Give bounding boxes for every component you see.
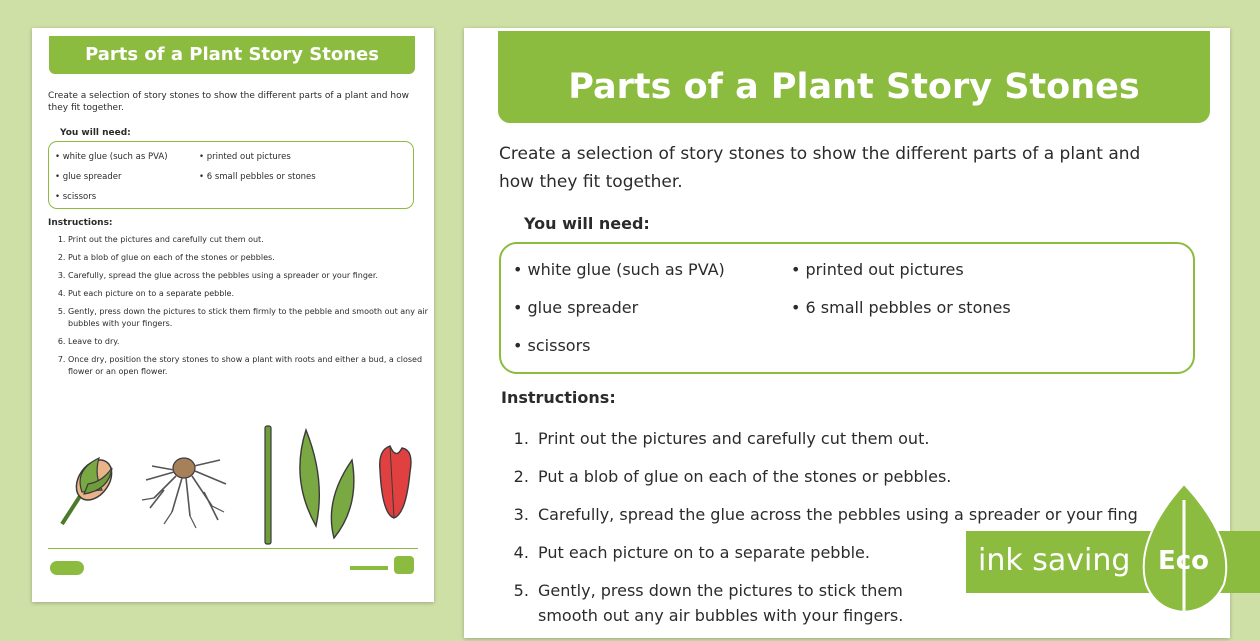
intro-line: Create a selection of story stones to show the different parts of a plant and (499, 144, 1141, 164)
need-item: • glue spreader (513, 298, 639, 317)
need-item: • printed out pictures (791, 260, 964, 279)
leaves-image (300, 430, 354, 538)
need-item: • 6 small pebbles or stones (791, 298, 1011, 317)
preview-footer-rule (48, 548, 418, 549)
intro-line: how they fit together. (499, 172, 683, 192)
preview-step: 6. Leave to dry. (68, 336, 428, 348)
eco-label: Eco (1158, 546, 1210, 576)
need-heading: You will need: (524, 214, 650, 233)
instruction-line: 5. Gently, press down the pictures to stick them (538, 581, 903, 600)
preview-need-item: • scissors (55, 192, 97, 202)
preview-step: 7. Once dry, position the story stones to show a plant with roots and either a bud, a closed flower or an open flower. (68, 354, 428, 378)
preview-step: 1. Print out the pictures and carefully cut them out. (68, 234, 428, 246)
preview-page (32, 28, 434, 602)
preview-title: Parts of a Plant Story Stones (49, 36, 415, 74)
preview-instructions-list (48, 234, 428, 384)
preview-need-item: • glue spreader (55, 172, 122, 182)
instructions-heading: Instructions: (501, 388, 616, 407)
eco-leaf-icon (1140, 480, 1240, 634)
instruction-step: 2. Put a blob of glue on each of the stones or pebbles. (534, 464, 1234, 489)
preview-step: 3. Carefully, spread the glue across the pebbles using a spreader or your finger. (68, 270, 428, 282)
closed-flower-image (380, 446, 411, 518)
plant-pictures (54, 420, 414, 550)
preview-step: 2. Put a blob of glue on each of the stones or pebbles. (68, 252, 428, 264)
intro-text (499, 140, 1199, 196)
roots-image (142, 458, 226, 528)
preview-need-item: • printed out pictures (199, 152, 291, 162)
preview-need-item: • white glue (such as PVA) (55, 152, 168, 162)
preview-instructions-heading: Instructions: (48, 218, 113, 228)
preview-step: 5. Gently, press down the pictures to stick them firmly to the pebble and smooth out any air bubbles with your fingers. (68, 306, 428, 330)
footer-tree-icon (394, 556, 414, 574)
instruction-step: 3. Carefully, spread the glue across the pebbles using a spreader or your fing (534, 502, 1234, 527)
preview-step: 4. Put each picture on to a separate pebble. (68, 288, 428, 300)
instruction-line: smooth out any air bubbles with your fingers. (538, 606, 904, 625)
preview-need-heading: You will need: (60, 128, 131, 138)
twinkl-logo-icon (50, 561, 84, 575)
need-box (499, 242, 1195, 374)
need-item: • white glue (such as PVA) (513, 260, 725, 279)
instruction-step: 4. Put each picture on to a separate pebble. (534, 540, 1234, 565)
stem-image (265, 426, 271, 544)
page-title: Parts of a Plant Story Stones (498, 31, 1210, 123)
need-item: • scissors (513, 336, 591, 355)
footer-brand-icon (350, 566, 388, 570)
bud-image (62, 453, 119, 524)
preview-need-item: • 6 small pebbles or stones (199, 172, 316, 182)
ink-saving-label: ink saving (978, 543, 1131, 578)
preview-need-box (48, 141, 414, 209)
preview-intro: Create a selection of story stones to show the different parts of a plant and how they fit together. (48, 91, 409, 113)
instruction-step: 1. Print out the pictures and carefully cut them out. (534, 426, 1234, 451)
